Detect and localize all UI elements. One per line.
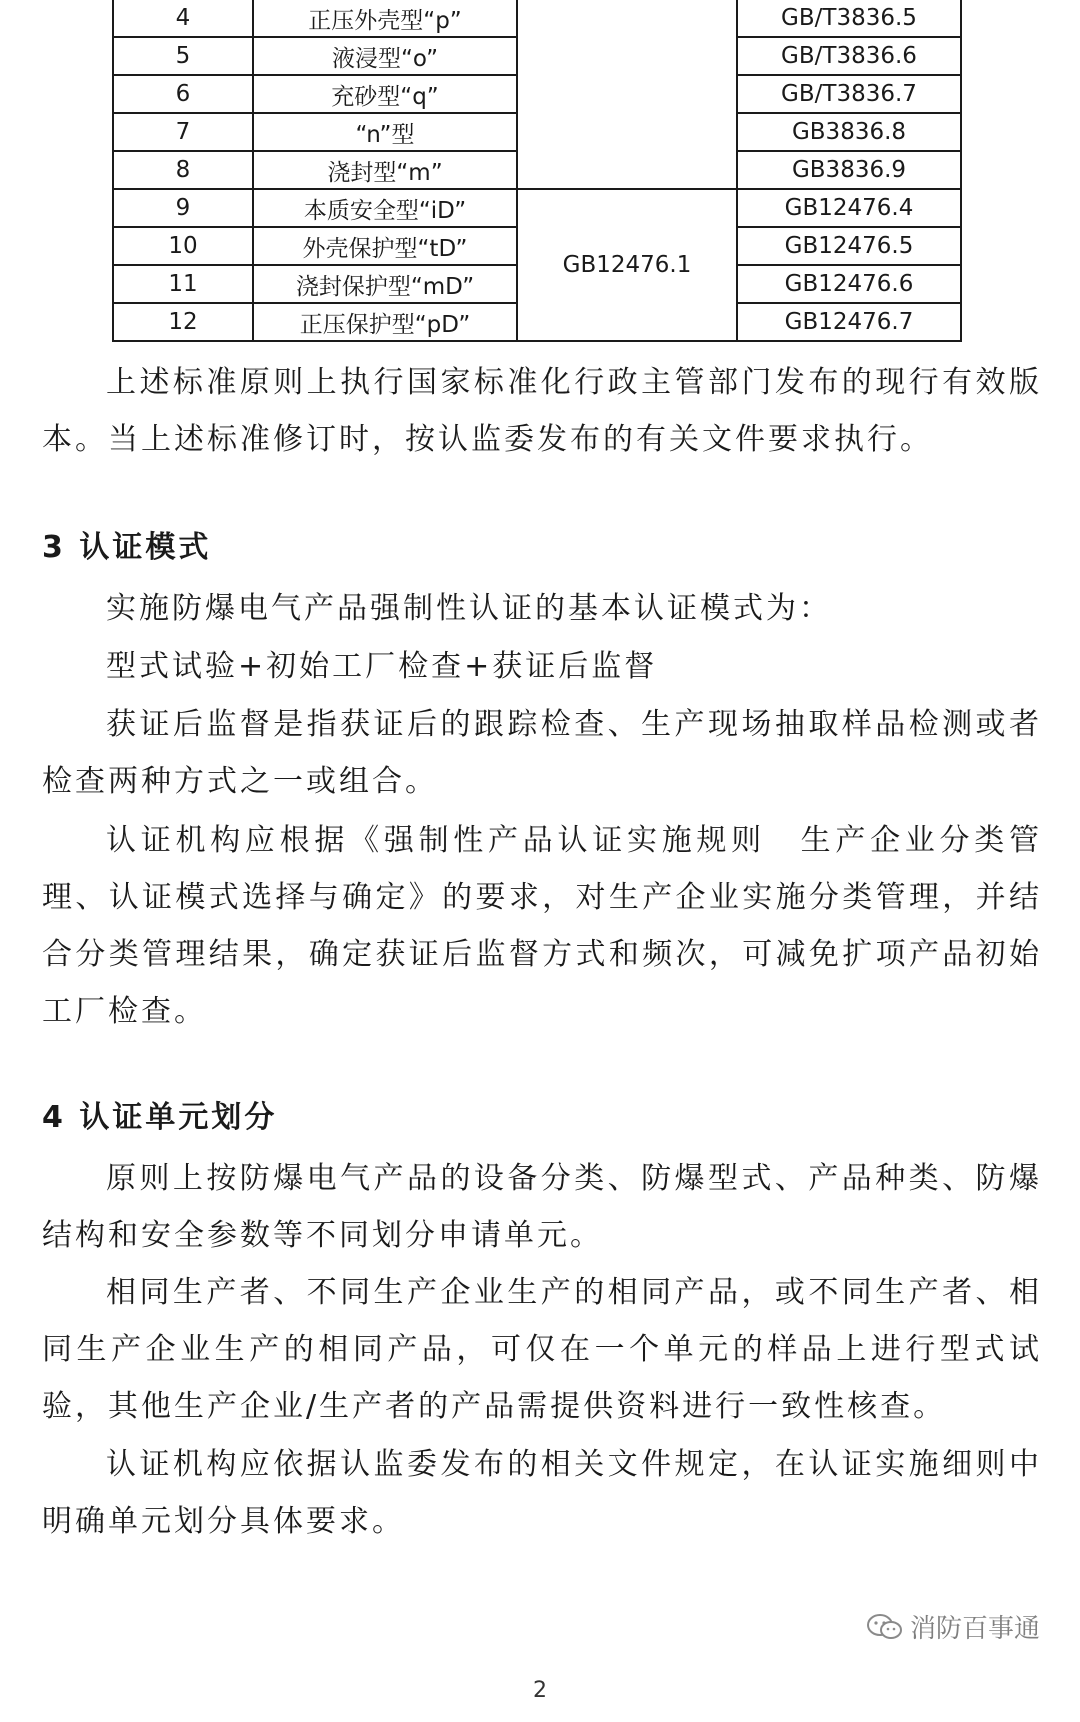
specific-standard: GB12476.6 xyxy=(737,265,961,303)
row-number: 9 xyxy=(113,189,253,227)
row-number: 7 xyxy=(113,113,253,151)
section-heading-3: 3 认证模式 xyxy=(42,530,212,565)
paragraph-3-1: 实施防爆电气产品强制性认证的基本认证模式为： xyxy=(106,591,832,626)
watermark-text: 消防百事通 xyxy=(909,1614,1040,1644)
base-standard-empty xyxy=(517,0,737,189)
specific-standard: GB12476.7 xyxy=(737,303,961,341)
standards-table xyxy=(112,0,962,342)
explosion-protection-type: 浇封型“m” xyxy=(253,151,517,189)
page-number: 2 xyxy=(533,1678,547,1703)
paragraph-4-1: 原则上按防爆电气产品的设备分类、防爆型式、产品种类、防爆结构和安全参数等不同划分申请单元。 xyxy=(42,1161,1042,1253)
paragraph-3-2: 型式试验+初始工厂检查+获证后监督 xyxy=(106,649,658,684)
table-note-paragraph: 上述标准原则上执行国家标准化行政主管部门发布的现行有效版本。当上述标准修订时，按认监委发布的有关文件要求执行。 xyxy=(42,365,1042,457)
explosion-protection-type: 浇封保护型“mD” xyxy=(253,265,517,303)
explosion-protection-type: 外壳保护型“tD” xyxy=(253,227,517,265)
paragraph-3-4: 认证机构应根据《强制性产品认证实施规则 生产企业分类管理、认证模式选择与确定》的要求，对生产企业实施分类管理，并结合分类管理结果，确定获证后监督方式和频次，可减免扩项产品初始工厂检查。 xyxy=(42,823,1042,1029)
row-number: 5 xyxy=(113,37,253,75)
row-number: 8 xyxy=(113,151,253,189)
table-row xyxy=(113,189,961,227)
specific-standard: GB/T3836.7 xyxy=(737,75,961,113)
source-watermark xyxy=(866,1608,1040,1645)
row-number: 6 xyxy=(113,75,253,113)
explosion-protection-type: 本质安全型“iD” xyxy=(253,189,517,227)
section-heading-4: 4 认证单元划分 xyxy=(42,1100,278,1135)
explosion-protection-type: 液浸型“o” xyxy=(253,37,517,75)
row-number: 12 xyxy=(113,303,253,341)
row-number: 10 xyxy=(113,227,253,265)
specific-standard: GB12476.5 xyxy=(737,227,961,265)
row-number: 4 xyxy=(113,0,253,37)
wechat-icon xyxy=(866,1613,904,1641)
specific-standard: GB/T3836.6 xyxy=(737,37,961,75)
specific-standard: GB3836.9 xyxy=(737,151,961,189)
explosion-protection-type: 充砂型“q” xyxy=(253,75,517,113)
table-row xyxy=(113,0,961,37)
explosion-protection-type: 正压外壳型“p” xyxy=(253,0,517,37)
explosion-protection-type: 正压保护型“pD” xyxy=(253,303,517,341)
paragraph-4-3: 认证机构应依据认监委发布的相关文件规定，在认证实施细则中明确单元划分具体要求。 xyxy=(42,1447,1042,1539)
explosion-protection-type: “n”型 xyxy=(253,113,517,151)
specific-standard: GB12476.4 xyxy=(737,189,961,227)
specific-standard: GB/T3836.5 xyxy=(737,0,961,37)
base-standard: GB12476.1 xyxy=(517,189,737,341)
row-number: 11 xyxy=(113,265,253,303)
paragraph-3-3: 获证后监督是指获证后的跟踪检查、生产现场抽取样品检测或者检查两种方式之一或组合。 xyxy=(42,707,1042,799)
specific-standard: GB3836.8 xyxy=(737,113,961,151)
paragraph-4-2: 相同生产者、不同生产企业生产的相同产品，或不同生产者、相同生产企业生产的相同产品，可仅在一个单元的样品上进行型式试验，其他生产企业/生产者的产品需提供资料进行一致性核查。 xyxy=(42,1275,1042,1424)
